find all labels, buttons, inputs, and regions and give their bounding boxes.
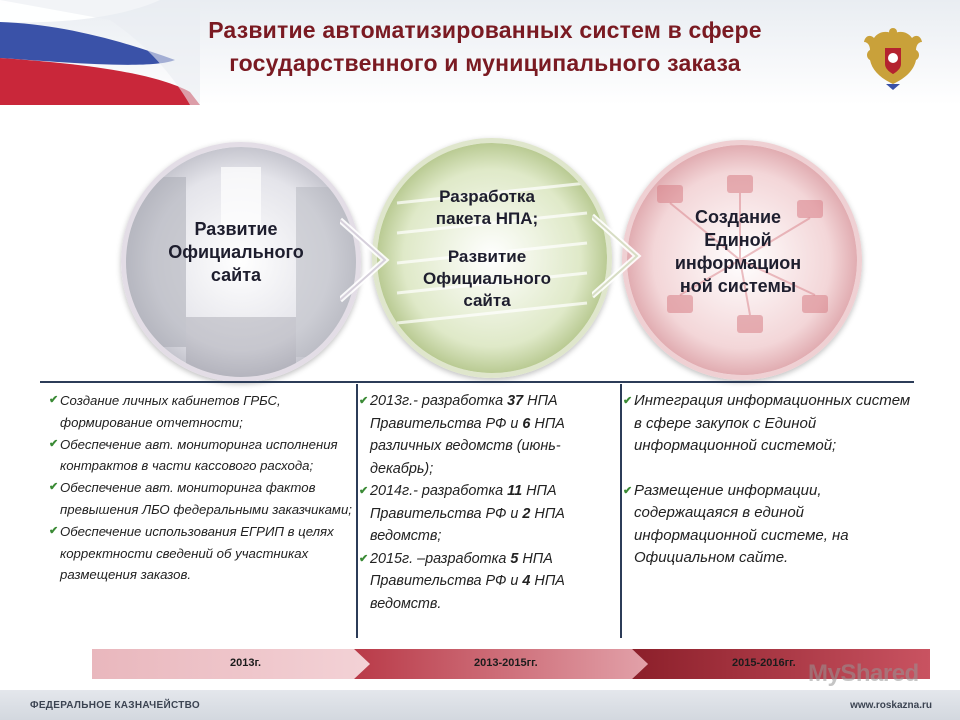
list-item-text: Интеграция информационных систем в сфере закупок с Единой информационной системой; [634,392,911,454]
list-item-text: Размещение информации, содержащаяся в единой информационной системе, на Официальном сайте. [634,481,849,566]
list-item-text: НПА Правительства РФ и [370,393,558,432]
column-3 [620,384,916,638]
stage-2-line: Официального [422,269,552,288]
stage-1-line: Развитие [194,219,278,239]
list-item-text: НПА различных ведомств (июнь-декабрь); [370,415,565,477]
stage-1-label [141,218,331,287]
list-item [49,521,353,586]
list-item [49,434,353,478]
column-3-list [622,384,916,570]
list-item-text: НПА Правительства РФ и [370,483,557,522]
checkmark-icon: ✔ [49,481,59,494]
stage-3-line: Создание [694,207,782,227]
count-value: 5 [510,550,519,567]
checkmark-icon: ✔ [623,484,633,497]
list-item [49,390,353,434]
checkmark-icon: ✔ [49,524,59,537]
checkmark-icon: ✔ [359,395,369,407]
list-item [359,390,620,480]
watermark-text: MyShared [808,660,919,687]
footer-website-link[interactable]: www.roskazna.ru [850,700,932,711]
list-item [49,477,353,521]
column-divider-top [40,381,914,383]
flag-graphic [0,0,200,105]
coat-of-arms-icon [862,26,924,92]
list-item-text: НПА ведомств; [370,505,565,544]
stage-2-line: Развитие [447,247,527,266]
timeline-label: 2015-2016гг. [732,657,796,669]
page-title-line-2: государственного и муниципального заказа [229,50,741,76]
list-item-text: Обеспечение авт. мониторинга фактов превышения ЛБО федеральными заказчиками; [60,480,352,517]
list-item-text: 2015г. –разработка [370,550,511,567]
timeline-label: 2013-2015гг. [474,657,538,669]
list-item-text: НПА Правительства РФ и [370,550,553,589]
checkmark-icon: ✔ [623,395,633,407]
count-value: 11 [507,483,523,499]
checkmark-icon: ✔ [359,552,369,565]
count-value: 6 [522,415,531,432]
list-item [359,480,620,548]
count-value: 37 [507,393,524,409]
stage-2-line: Разработка [439,187,535,206]
list-item [359,548,620,616]
page-title-line-1: Развитие автоматизированных систем в сфере [208,17,762,43]
stage-2-line: сайта [463,291,511,310]
column-2 [356,384,620,638]
column-2-list [358,384,620,615]
arrow-right-icon [340,200,390,320]
stage-1-line: Официального [168,242,304,262]
footer-organization: ФЕДЕРАЛЬНОЕ КАЗНАЧЕЙСТВО [30,700,200,711]
page-title [200,14,770,80]
list-item-text: НПА ведомств. [370,573,565,612]
count-value: 4 [522,573,531,589]
stage-3-line: информацион [674,253,802,273]
stage-2-label [389,186,585,312]
timeline-label: 2013г. [230,657,262,669]
stage-2-line: пакета НПА; [435,209,539,228]
checkmark-icon: ✔ [49,394,59,406]
list-item [623,390,916,458]
checkmark-icon: ✔ [49,437,59,450]
stage-1-line: сайта [210,265,262,285]
count-value: 2 [522,505,531,522]
list-item-text: Создание личных кабинетов ГРБС, формирование отчетности; [60,393,281,430]
list-item-text: Обеспечение использования ЕГРИП в целях корректности сведений об участниках размещения заказов. [60,523,334,583]
column-1 [40,384,353,638]
stage-3-line: Единой [704,230,772,250]
footer-bar [0,690,960,720]
stage-3-line: ной системы [679,276,797,296]
column-1-list [40,384,353,586]
stage-3-label [640,206,836,298]
timeline-bar [92,647,932,681]
list-item-text: 2013г.- разработка [370,393,508,409]
arrow-right-icon [592,196,642,316]
checkmark-icon: ✔ [359,485,369,497]
list-item [623,480,916,570]
list-item-text: 2014г.- разработка [370,483,508,499]
list-item-text: Обеспечение авт. мониторинга исполнения контрактов в части кассового расхода; [60,436,338,474]
